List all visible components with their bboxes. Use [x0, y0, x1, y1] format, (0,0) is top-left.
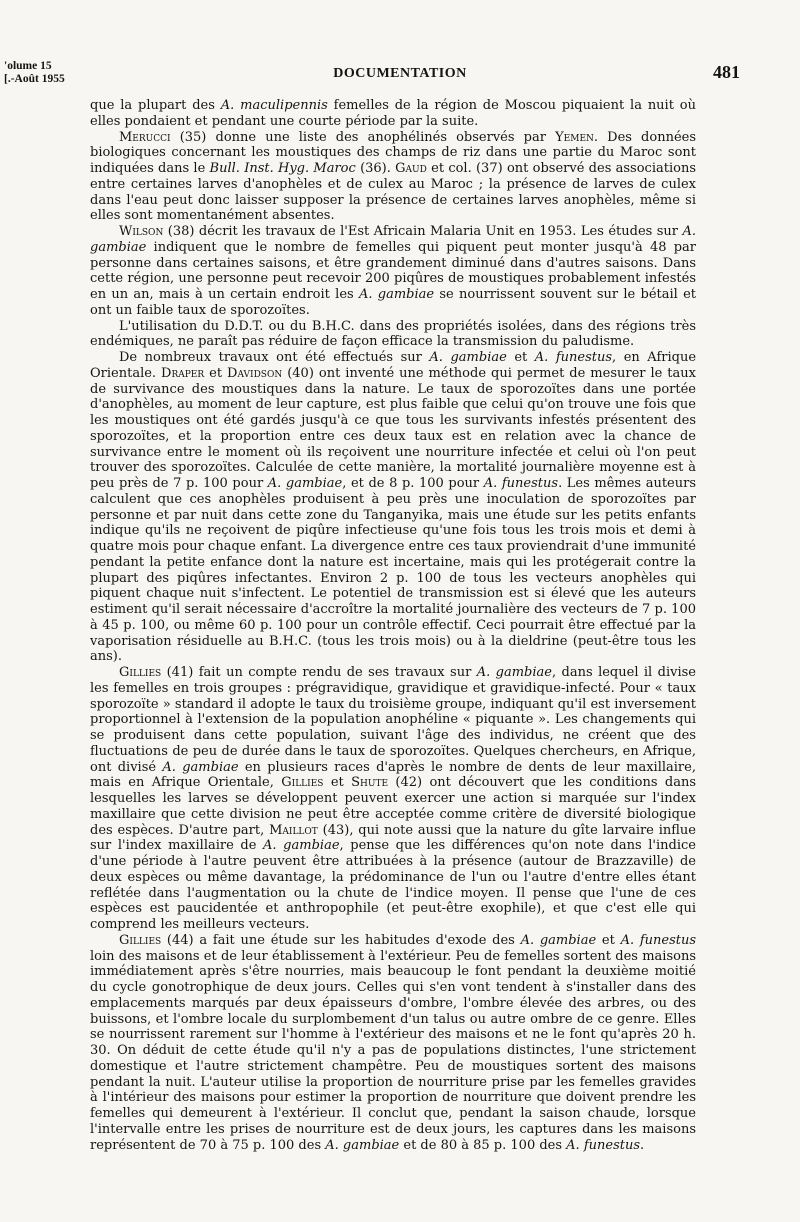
paragraph-wilson: Wilson (38) décrit les travaux de l'Est Africain Malaria Unit en 1953. Les études sur A. gambiae indiquent que le nombre de femelles qui piquent peut monter jusqu'à 48 par personne dans certaines saisons, et être grandement diminué dans d'autres saisons. Dans cette région, une personne peut recevoir 200 piqûres de moustiques probablement infestés en un an, mais à un certain endroit les A. gambiae se nourrissent souvent sur le bétail et ont un faible taux de sporozoïtes.	[90, 224, 697, 318]
species-name: A. gambiae	[162, 759, 239, 775]
author-name: Wilson	[119, 224, 164, 239]
running-title: DOCUMENTATION	[333, 66, 467, 81]
author-name: Davidson	[227, 365, 283, 381]
author-name: Gillies	[119, 665, 162, 680]
species-name: A. gambiae	[520, 932, 597, 948]
species-name: A. funestus	[566, 1137, 641, 1153]
species-name: A. funestus	[483, 476, 559, 491]
author-name: Gaud	[395, 161, 427, 176]
species-name: A. maculipennis	[220, 98, 328, 113]
paragraph-merucci: Merucci (35) donne une liste des anophélinés observés par Yemen. Des données biologiques concernant les moustiques des champs de riz dans une partie du Maroc sont indiquées dans le Bull. Inst. Hyg. Maroc (36). Gaud et col. (37) ont observé des associations entre certaines larves d'anophèles et de culex au Maroc ; la présence de larves de culex dans l'eau peut donc laisser supposer la présence de certaines larves anophèles, même si elles sont momentanément absentes.	[90, 129, 697, 224]
page-number: 481	[713, 62, 740, 82]
species-name: A. funestus	[620, 932, 697, 948]
species-name: A. gambiae	[429, 350, 507, 365]
paragraph-ddt: L'utilisation du D.D.T. ou du B.H.C. dans des propriétés isolées, dans des régions très endémiques, ne paraît pas réduire de façon efficace la transmission du paludisme.	[90, 318, 696, 350]
journal-title: Bull. Inst. Hyg. Maroc	[209, 161, 356, 176]
species-name: A. funestus	[534, 350, 613, 365]
page-header	[0, 60, 800, 94]
paragraph-gillies-41: Gillies (41) fait un compte rendu de ses travaux sur A. gambiae, dans lequel il divise les femelles en trois groupes : prégravidique, gravidique et gravidique-infecté. Pour « taux sporozoïte » standard il adopte le taux du troisième groupe, indiquant qu'il est inversement proportionnel à l'extension de la population anophéline « piquante ». Les changements qui se produisent dans cette population, suivant l'âge des individus, ne créent que des fluctuations de peu de durée dans le taux de sporozoïtes. Quelques chercheurs, en Afrique, ont divisé A. gambiae en plusieurs races d'après le nombre de dents de leur maxillaire, mais en Afrique Orientale, Gillies et Shute (42) ont découvert que les conditions dans lesquelles les larves se développent peuvent exercer une action si marquée sur l'index maxillaire que cette division ne peut être acceptée comme critère de diversité biologique des espèces. D'autre part, Maillot (43), qui note aussi que la nature du gîte larvaire influe sur l'index maxillaire de A. gambiae, pense que les différences qu'on note dans l'indice d'une période à l'autre peuvent être attribuées à la présence (autour de Brazzaville) de deux espèces ou même davantage, la prédominance de l'un ou l'autre d'entre elles étant reflétée dans l'augmentation ou la chute de l'indice moyen. Il pense que l'une de ces espèces est paucidentée et anthropophile (et peut-être exophile), et que c'est elle qui comprend les meilleurs vecteurs.	[90, 665, 696, 932]
article-body	[90, 98, 696, 1153]
paragraph-gillies-44: Gillies (44) a fait une étude sur les habitudes d'exode des A. gambiae et A. funestus loin des maisons et de leur établissement à l'extérieur. Peu de femelles sortent des maisons immédiatement après s'être nourries, mais beaucoup le font pendant la deuxième moitié du cycle gonotrophique de deux jours. Celles qui s'en vont tendent à s'installer dans des emplacements marqués par deux épaisseurs d'ombre, l'ombre élevée des arbres, ou des buissons, et l'ombre locale du surplombement d'un talus ou autre ombre de ce genre. Elles se nourrissent rarement sur l'homme à l'extérieur des maisons et ne le font qu'après 20 h. 30. On déduit de cette étude qu'il n'y a pas de populations distinctes, l'une strictement domestique et l'autre strictement champêtre. Peu de moustiques sortent des maisons pendant la nuit. L'auteur utilise la proportion de nourriture prise par les femelles gravides à l'intérieur des maisons pour estimer la proportion de nourriture que doivent prendre les femelles qui demeurent à l'extérieur. Il conclut que, pendant la saison chaude, lorsque l'intervalle entre les prises de nourriture est de deux jours, les captures dans les maisons représentent de 70 à 75 p. 100 des A. gambiae et de 80 à 85 p. 100 des A. funestus.	[90, 932, 697, 1153]
species-name: A. gambiae	[90, 224, 696, 255]
author-name: Draper	[161, 365, 205, 381]
paragraph-moscow: que la plupart des A. maculipennis femelles de la région de Moscou piquaient la nuit où elles pondaient et pendant une courte période par la suite.	[90, 98, 696, 129]
species-name: A. gambiae	[325, 1137, 400, 1153]
volume-number: 'olume 15	[4, 60, 52, 72]
author-name: Shute	[351, 775, 389, 791]
species-name: A. gambiae	[267, 476, 343, 491]
issue-date: [.-Août 1955	[4, 73, 65, 85]
species-name: A. gambiae	[263, 838, 340, 854]
author-name: Yemen	[555, 129, 594, 145]
author-name: Merucci	[119, 129, 171, 145]
author-name: Gillies	[281, 775, 324, 791]
author-name: Gillies	[119, 932, 162, 948]
paragraph-draper: De nombreux travaux ont été effectués sur A. gambiae et A. funestus, en Afrique Orientale. Draper et Davidson (40) ont inventé une méthode qui permet de mesurer le taux de survivance des moustiques dans la nature. Le taux de sporozoïtes dans une portée d'anophèles, au moment de leur capture, est plus faible que celui qu'on trouve une fois que les moustiques ont été gardés jusqu'à ce que tous les survivants infestés présentent des sporozoïtes, et la proportion entre ces deux taux est en relation avec la chance de survivance entre le moment où ils reçoivent une nourriture infectée et celui où l'on peut trouver des sporozoïtes. Calculée de cette manière, la mortalité journalière moyenne est à peu près de 7 p. 100 pour A. gambiae, et de 8 p. 100 pour A. funestus. Les mêmes auteurs calculent que ces anophèles produisent à peu près une inoculation de sporozoïtes par personne et par nuit dans cette zone du Tanganyika, mais une étude sur les petits enfants indique qu'ils ne reçoivent de piqûre infectieuse qu'une fois tous les trois mois et demi à quatre mois pour chaque enfant. La divergence entre ces taux proviendrait d'une immunité pendant la petite enfance dont la nature est incertaine, mais qui les protégerait contre la plupart des piqûres infectantes. Environ 2 p. 100 de tous les vecteurs anophèles qui piquent chaque nuit s'infectent. Le potentiel de transmission est si élevé que les auteurs estiment qu'il serait nécessaire d'accroître la mortalité journalière des vecteurs de 7 p. 100 à 45 p. 100, ou même 60 p. 100 pour un contrôle effectif. Ceci pourrait être effectué par la vaporisation résiduelle au B.H.C. (tous les trois mois) ou à la dieldrine (peut-être tous les ans).	[90, 350, 697, 665]
species-name: A. gambiae	[476, 665, 552, 680]
author-name: Maillot	[269, 822, 318, 838]
species-name: A. gambiae	[358, 287, 435, 302]
